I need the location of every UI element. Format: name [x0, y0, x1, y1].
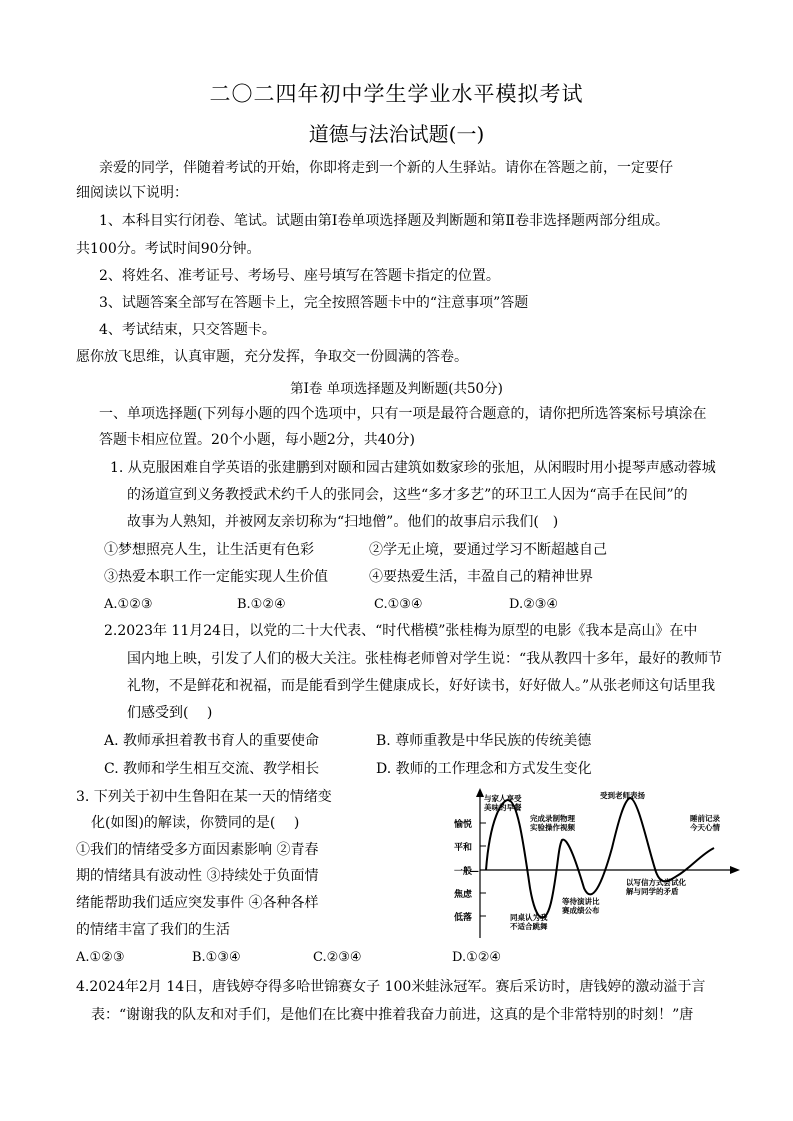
q1-statement-2: ②学无止境，要通过学习不断超越自己	[369, 542, 607, 558]
instruction-1-cont: 共100分。考试时间90分钟。	[76, 241, 261, 257]
q3-statement-line-2: 期的情绪具有波动性 ③持续处于负面情	[76, 868, 319, 884]
q1-statement-4: ④要热爱生活，丰盈自己的精神世界	[369, 569, 593, 585]
q2-stem-line-1: 2.2023年 11月24日，以党的二十大代表、“时代楷模”张桂梅为原型的电影《我本是高山》在中	[104, 623, 698, 639]
q2-stem-line-2: 国内地上映，引发了人们的极大关注。张桂梅老师曾对学生说：“我从教四十多年，最好的教师节	[127, 651, 723, 667]
q1-choice-a: A.①②③	[104, 597, 153, 612]
q1-stem-line-2: 的汤道宣到义务教授武术约千人的张同会，这些“多才多艺”的环卫工人因为“高手在民间”的	[127, 487, 688, 503]
y-label-jiaolv: 焦虑	[454, 890, 473, 900]
q1-choice-d: D.②③④	[509, 597, 559, 612]
event-dance-line2: 不适合跳舞	[510, 922, 548, 931]
y-label-yuyue: 愉悦	[454, 820, 473, 830]
intro-line-1: 亲爱的同学，伴随着考试的开始，你即将走到一个新的人生驿站。请你在答题之前，一定要仔	[99, 160, 673, 176]
q3-choice-a: A.①②③	[76, 950, 125, 965]
q1-choice-c: C.①③④	[374, 597, 423, 612]
q3-choice-c: C.②③④	[313, 950, 362, 965]
q2-option-d: D. 教师的工作理念和方式发生变化	[376, 761, 592, 777]
q2-option-a: A. 教师承担着教书育人的重要使命	[104, 733, 320, 749]
event-speech-line1: 等待演讲比	[562, 897, 600, 906]
q1-choice-b: B.①②④	[237, 597, 286, 612]
section-title: 第Ⅰ卷 单项选择题及判断题(共50分)	[290, 381, 503, 397]
y-label-diluo: 低落	[454, 913, 473, 923]
q1-stem-line-1: 1. 从克服困难自学英语的张建鹏到对颐和园古建筑如数家珍的张旭，从闲暇时用小提琴声感动蓉城	[110, 460, 716, 476]
exam-subtitle: 道德与法治试题(一)	[308, 122, 485, 146]
q3-statement-line-1: ①我们的情绪受多方面因素影响 ②青春	[76, 842, 319, 858]
intro-line-2: 细阅读以下说明：	[76, 185, 188, 201]
q2-option-c: C. 教师和学生相互交流、教学相长	[104, 761, 320, 777]
y-label-pinghe: 平和	[454, 843, 473, 853]
event-breakfast-line1: 与家人享受	[484, 794, 522, 803]
q3-choice-b: B.①③④	[192, 950, 241, 965]
part1-instruction-2: 答题卡相应位置。20个小题，每小题2分，共40分)	[99, 432, 415, 448]
y-axis-arrow-icon	[476, 788, 484, 797]
instruction-1: 1、本科目实行闭卷、笔试。试题由第Ⅰ卷单项选择题及判断题和第Ⅱ卷非选择题两部分组成。	[99, 213, 669, 229]
event-letter-line1: 以写信方式尝试化	[626, 878, 686, 887]
q2-option-b: B. 尊师重教是中华民族的传统美德	[376, 733, 592, 749]
event-letter-line2: 解与同学的矛盾	[626, 887, 679, 896]
q4-stem-line-1: 4.2024年2月 14日，唐钱婷夺得多哈世锦赛女子 100米蛙泳冠军。赛后采访时，唐钱婷的激动溢于言	[76, 979, 706, 995]
q3-choice-d: D.①②④	[452, 950, 502, 965]
q2-stem-line-3: 礼物，不是鲜花和祝福，而是能看到学生健康成长，好好读书，好好做人。”从张老师这句话里我	[127, 678, 716, 694]
exam-title: 二〇二四年初中学生学业水平模拟考试	[209, 82, 584, 106]
instruction-4: 4、考试结束，只交答题卡。	[99, 322, 276, 338]
event-speech-line2: 赛成绩公布	[562, 906, 600, 915]
q3-statement-line-3: 绪能帮助我们适应突发事件 ④各种各样	[76, 895, 319, 911]
event-diary-line2: 今天心情	[690, 823, 720, 832]
q1-statement-1: ①梦想照亮人生，让生活更有色彩	[104, 542, 314, 558]
q3-stem-line-1: 3. 下列关于初中生鲁阳在某一天的情绪变	[76, 789, 332, 805]
instruction-3: 3、试题答案全部写在答题卡上，完全按照答题卡中的“注意事项”答题	[99, 295, 529, 311]
y-label-dash: —	[470, 867, 479, 877]
x-axis-arrow-icon	[730, 866, 740, 874]
event-dance-line1: 同桌认为我	[510, 913, 548, 922]
y-label-yiban: 一般	[454, 867, 473, 877]
event-video-line2: 实验操作视频	[530, 823, 575, 832]
emotion-curve-line	[486, 798, 714, 918]
q1-statement-3: ③热爱本职工作一定能实现人生价值	[104, 569, 328, 585]
event-praise: 受到老师表扬	[600, 791, 645, 800]
q3-statement-line-4: 的情绪丰富了我们的生活	[76, 922, 230, 938]
event-breakfast-line2: 美味的早餐	[484, 803, 522, 812]
part1-instruction-1: 一、单项选择题(下列每小题的四个选项中，只有一项是最符合题意的，请你把所选答案标号填涂在	[99, 406, 707, 422]
emotion-curve-figure	[412, 788, 742, 948]
instruction-2: 2、将姓名、准考证号、考场号、座号填写在答题卡指定的位置。	[99, 268, 500, 284]
q1-stem-line-3: 故事为人熟知，并被网友亲切称为“扫地僧”。他们的故事启示我们( )	[127, 514, 559, 530]
event-diary-line1: 睡前记录	[690, 814, 720, 823]
event-video-line1: 完成录制物理	[530, 814, 575, 823]
intro-closing: 愿你放飞思维，认真审题，充分发挥，争取交一份圆满的答卷。	[76, 349, 468, 365]
q3-stem-line-2: 化(如图)的解读，你赞同的是( )	[91, 815, 300, 831]
q2-stem-line-4: 们感受到( )	[127, 705, 213, 721]
q4-stem-line-2: 表：“谢谢我的队友和对手们，是他们在比赛中推着我奋力前进，这真的是个非常特别的时刻！”唐	[91, 1007, 694, 1023]
